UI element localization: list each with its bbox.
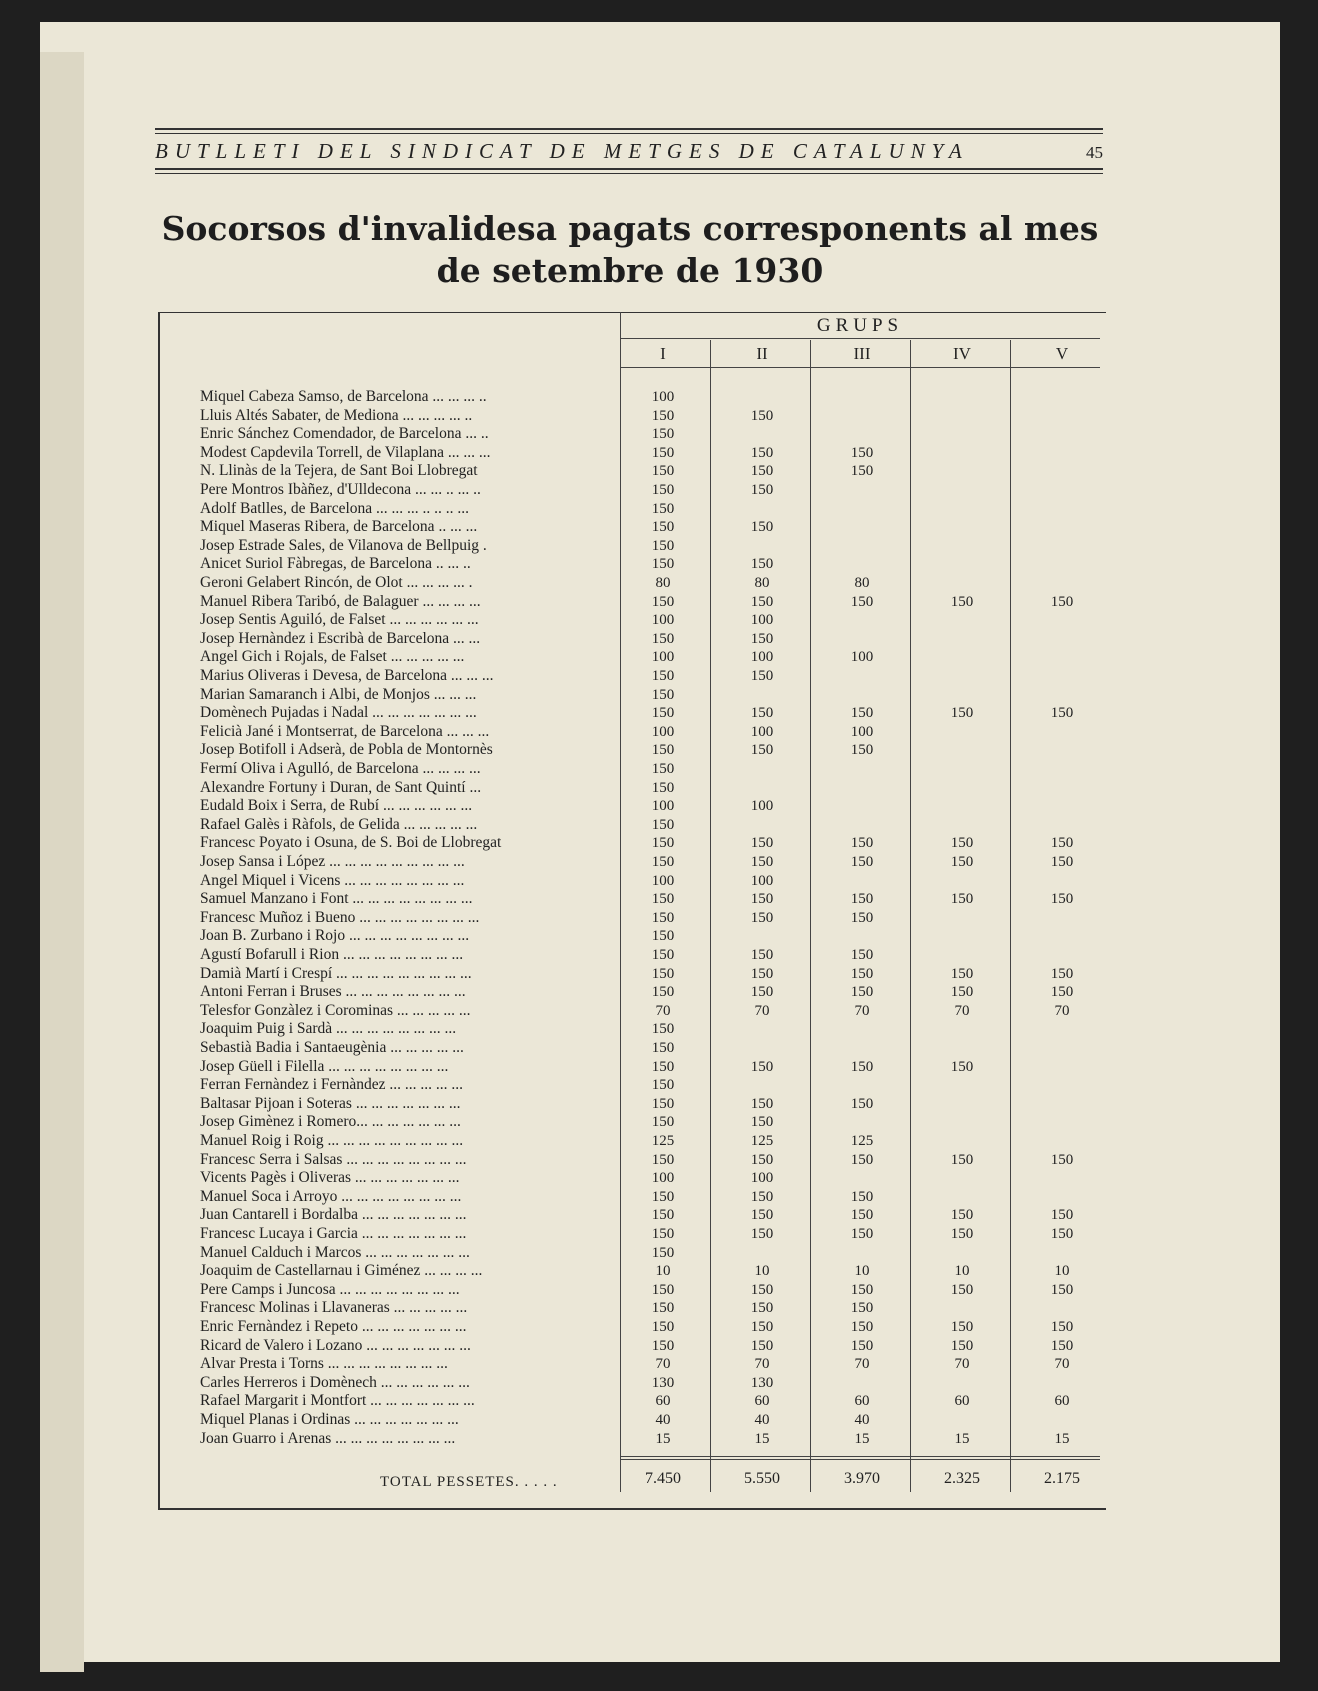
row-name: Manuel Soca i Arroyo ... ... ... ... ... ... ... ... bbox=[200, 1187, 462, 1205]
cell-group-3: 10 bbox=[854, 1263, 870, 1280]
cell-group-1: 150 bbox=[651, 1058, 675, 1075]
column-header-1: I bbox=[660, 344, 666, 363]
cell-group-4: 150 bbox=[950, 1337, 974, 1354]
row-name: Miquel Maseras Ribera, de Barcelona .. ... ... bbox=[200, 518, 478, 536]
cell-group-2: 125 bbox=[750, 1133, 774, 1149]
row-name: Ricard de Valero i Lozano ... ... ... ... ... ... ... bbox=[200, 1336, 471, 1354]
cell-group-5: 60 bbox=[1054, 1393, 1070, 1410]
row-name: Angel Gich i Rojals, de Falset ... ... ... ... ... bbox=[200, 648, 465, 666]
column-header-2: II bbox=[756, 344, 768, 363]
cell-group-2: 150 bbox=[750, 1207, 774, 1224]
cell-group-1: 150 bbox=[651, 426, 675, 443]
cell-group-2: 150 bbox=[750, 835, 774, 852]
row-name: Josep Sansa i López ... ... ... ... ... ... ... ... ... bbox=[200, 853, 465, 870]
row-name: Marius Oliveras i Devesa, de Barcelona ... ... ... bbox=[200, 667, 494, 684]
cell-group-4: 150 bbox=[950, 593, 974, 610]
cell-group-2: 150 bbox=[750, 482, 774, 498]
cell-group-4: 150 bbox=[950, 1319, 974, 1335]
cell-group-1: 150 bbox=[651, 1226, 675, 1242]
cell-group-1: 150 bbox=[651, 1300, 675, 1317]
cell-group-5: 10 bbox=[1054, 1263, 1070, 1280]
row-name: Alexandre Fortuny i Duran, de Sant Quintí ... bbox=[200, 778, 482, 796]
cell-group-1: 130 bbox=[651, 1374, 675, 1391]
cell-group-2: 15 bbox=[754, 1430, 770, 1447]
cell-group-1: 150 bbox=[651, 1040, 675, 1056]
cell-group-1: 10 bbox=[655, 1263, 671, 1280]
cell-group-1: 100 bbox=[651, 798, 675, 815]
cell-group-1: 100 bbox=[651, 389, 675, 405]
cell-group-1: 100 bbox=[651, 1170, 675, 1187]
cell-group-4: 150 bbox=[950, 1226, 974, 1242]
header-rule-bottom bbox=[155, 168, 1103, 170]
row-name: Rafael Galès i Ràfols, de Gelida ... ... ... ... ... bbox=[200, 815, 478, 833]
cell-group-3: 150 bbox=[850, 742, 874, 759]
cell-group-1: 150 bbox=[651, 1077, 675, 1094]
cell-group-1: 150 bbox=[651, 1281, 675, 1298]
cell-group-2: 70 bbox=[754, 1356, 770, 1373]
cell-group-1: 150 bbox=[651, 947, 675, 963]
total-group-5: 2.175 bbox=[1044, 1470, 1080, 1487]
cell-group-1: 100 bbox=[651, 612, 675, 629]
cell-group-4: 150 bbox=[950, 835, 974, 852]
cell-group-2: 100 bbox=[750, 612, 774, 629]
header-rule-top bbox=[155, 128, 1103, 130]
column-divider-3 bbox=[810, 340, 811, 1492]
cell-group-3: 150 bbox=[850, 854, 874, 870]
row-name: Josep Estrade Sales, de Vilanova de Bellpuig . bbox=[200, 536, 487, 554]
cell-group-2: 150 bbox=[750, 630, 774, 647]
column-header-3: III bbox=[853, 344, 871, 363]
row-name: Antoni Ferran i Bruses ... ... ... ... ... ... ... ... bbox=[200, 983, 466, 1001]
row-name: Damià Martí i Crespí ... ... ... ... ... ... ... ... ... bbox=[200, 964, 472, 982]
cell-group-4: 150 bbox=[950, 984, 974, 1001]
row-name: Fermí Oliva i Agulló, de Barcelona ... ... ... ... bbox=[200, 760, 481, 777]
cell-group-3: 150 bbox=[850, 1207, 874, 1224]
cell-group-1: 150 bbox=[651, 705, 675, 722]
totals-rule-double bbox=[620, 1459, 1100, 1460]
cell-group-5: 15 bbox=[1054, 1430, 1070, 1447]
cell-group-3: 150 bbox=[850, 1281, 874, 1298]
cell-group-2: 150 bbox=[750, 593, 774, 610]
cell-group-3: 150 bbox=[850, 984, 874, 1001]
cell-group-4: 150 bbox=[950, 854, 974, 870]
row-name: Joan B. Zurbano i Rojo ... ... ... ... ... ... ... ... bbox=[200, 927, 470, 945]
cell-group-1: 150 bbox=[651, 742, 675, 759]
cell-group-3: 150 bbox=[850, 891, 874, 908]
cell-group-1: 150 bbox=[651, 928, 675, 945]
cell-group-5: 150 bbox=[1050, 1319, 1074, 1335]
row-name: Francesc Lucaya i Garcia ... ... ... ... ... ... ... bbox=[200, 1225, 467, 1242]
cell-group-2: 150 bbox=[750, 1151, 774, 1168]
page-binding-edge bbox=[40, 52, 84, 1672]
row-name: Josep Gimènez i Romero... ... ... ... ... ... ... bbox=[200, 1113, 461, 1131]
cell-group-1: 70 bbox=[655, 1356, 671, 1373]
cell-group-3: 150 bbox=[850, 1151, 874, 1168]
cell-group-1: 150 bbox=[651, 984, 675, 1001]
group-header-rule bbox=[620, 338, 1100, 339]
cell-group-1: 150 bbox=[651, 593, 675, 610]
row-name: Felicià Jané i Montserrat, de Barcelona ... ... ... bbox=[200, 722, 490, 740]
cell-group-2: 150 bbox=[750, 965, 774, 982]
cell-group-2: 150 bbox=[750, 1058, 774, 1075]
cell-group-5: 150 bbox=[1050, 1151, 1074, 1168]
row-name: Pere Camps i Juncosa ... ... ... ... ... ... ... ... bbox=[200, 1280, 460, 1298]
cell-group-2: 10 bbox=[754, 1263, 770, 1280]
cell-group-1: 150 bbox=[651, 556, 675, 573]
cell-group-2: 150 bbox=[750, 556, 774, 573]
cell-group-1: 150 bbox=[651, 1319, 675, 1335]
cell-group-3: 125 bbox=[850, 1133, 874, 1149]
total-group-1: 7.450 bbox=[645, 1470, 681, 1487]
row-name: Joan Guarro i Arenas ... ... ... ... ... ... ... ... bbox=[200, 1429, 456, 1447]
row-name: Manuel Ribera Taribó, de Balaguer ... ... ... ... bbox=[200, 592, 481, 610]
cell-group-1: 150 bbox=[651, 537, 675, 554]
cell-group-1: 15 bbox=[655, 1430, 671, 1447]
cell-group-4: 150 bbox=[950, 1281, 974, 1298]
column-divider-2 bbox=[710, 340, 711, 1492]
cell-group-2: 150 bbox=[750, 444, 774, 461]
cell-group-5: 70 bbox=[1054, 1356, 1070, 1373]
cell-group-1: 150 bbox=[651, 482, 675, 498]
cell-group-1: 150 bbox=[651, 1207, 675, 1224]
cell-group-5: 150 bbox=[1050, 1337, 1074, 1354]
cell-group-2: 100 bbox=[750, 723, 774, 740]
header-rule-bottom-thin bbox=[155, 173, 1103, 174]
cell-group-1: 150 bbox=[651, 463, 675, 480]
cell-group-1: 100 bbox=[651, 723, 675, 740]
cell-group-3: 150 bbox=[850, 947, 874, 963]
cell-group-3: 100 bbox=[850, 723, 874, 740]
cell-group-3: 150 bbox=[850, 835, 874, 852]
row-name: N. Llinàs de la Tejera, de Sant Boi Llobregat bbox=[200, 462, 478, 480]
column-header-4: IV bbox=[953, 344, 971, 363]
row-name: Francesc Molinas i Llavaneras ... ... ... ... ... bbox=[200, 1299, 468, 1317]
title-line-2: de setembre de 1930 bbox=[436, 251, 824, 290]
cell-group-2: 150 bbox=[750, 1300, 774, 1317]
cell-group-2: 100 bbox=[750, 1170, 774, 1187]
row-name: Marian Samaranch i Albi, de Monjos ... ... ... bbox=[200, 685, 477, 703]
cell-group-1: 150 bbox=[651, 1114, 675, 1131]
page-title bbox=[150, 208, 1110, 292]
total-label: TOTAL PESSETES. . . . . bbox=[380, 1474, 558, 1490]
row-name: Alvar Presta i Torns ... ... ... ... ... ... ... ... bbox=[200, 1355, 448, 1373]
cell-group-2: 150 bbox=[750, 984, 774, 1001]
cell-group-3: 40 bbox=[854, 1412, 870, 1428]
cell-group-3: 150 bbox=[850, 909, 874, 926]
cell-group-2: 150 bbox=[750, 1281, 774, 1298]
cell-group-2: 150 bbox=[750, 519, 774, 536]
cell-group-1: 150 bbox=[651, 909, 675, 926]
cell-group-2: 150 bbox=[750, 909, 774, 926]
row-name: Agustí Bofarull i Rion ... ... ... ... ... ... ... ... bbox=[200, 946, 464, 963]
cell-group-3: 150 bbox=[850, 444, 874, 461]
cell-group-1: 150 bbox=[651, 891, 675, 908]
cell-group-5: 150 bbox=[1050, 984, 1074, 1001]
cell-group-2: 100 bbox=[750, 872, 774, 889]
cell-group-1: 125 bbox=[651, 1133, 675, 1149]
cell-group-1: 100 bbox=[651, 649, 675, 666]
cell-group-4: 150 bbox=[950, 1207, 974, 1224]
row-name: Telesfor Gonzàlez i Corominas ... ... ... ... ... bbox=[200, 1001, 471, 1019]
total-group-3: 3.970 bbox=[844, 1470, 880, 1487]
cell-group-2: 150 bbox=[750, 463, 774, 480]
cell-group-5: 150 bbox=[1050, 705, 1074, 722]
cell-group-1: 150 bbox=[651, 816, 675, 833]
cell-group-5: 150 bbox=[1050, 1226, 1074, 1242]
cell-group-3: 150 bbox=[850, 1300, 874, 1317]
row-name: Lluis Altés Sabater, de Mediona ... ... ... ... .. bbox=[200, 406, 473, 424]
cell-group-1: 150 bbox=[651, 1244, 675, 1261]
group-header: GRUPS bbox=[816, 315, 904, 336]
cell-group-1: 150 bbox=[651, 686, 675, 703]
row-name: Carles Herreros i Domènech ... ... ... ... ... ... bbox=[200, 1373, 470, 1391]
row-name: Geroni Gelabert Rincón, de Olot ... ... ... ... . bbox=[200, 574, 473, 591]
cell-group-1: 150 bbox=[651, 407, 675, 424]
row-name: Ferran Fernàndez i Fernàndez ... ... ... ... ... bbox=[200, 1076, 463, 1094]
row-name: Rafael Margarit i Montfort ... ... ... ... ... ... ... bbox=[200, 1392, 475, 1410]
total-group-4: 2.325 bbox=[944, 1470, 980, 1487]
cell-group-2: 150 bbox=[750, 1226, 774, 1242]
cell-group-4: 70 bbox=[954, 1356, 970, 1373]
cell-group-2: 150 bbox=[750, 1319, 774, 1335]
cell-group-4: 150 bbox=[950, 1058, 974, 1075]
row-name: Francesc Muñoz i Bueno ... ... ... ... ... ... ... ... bbox=[200, 908, 480, 926]
row-name: Josep Hernàndez i Escribà de Barcelona ... ... bbox=[200, 629, 481, 647]
column-header-rule bbox=[620, 367, 1100, 368]
cell-group-3: 150 bbox=[850, 1226, 874, 1242]
cell-group-3: 15 bbox=[854, 1430, 870, 1447]
cell-group-4: 150 bbox=[950, 705, 974, 722]
cell-group-1: 150 bbox=[651, 668, 675, 684]
row-name: Pere Montros Ibàñez, d'Ulldecona ... ... .. ... .. bbox=[200, 481, 481, 498]
cell-group-1: 150 bbox=[651, 1188, 675, 1205]
cell-group-3: 60 bbox=[854, 1393, 870, 1410]
column-divider-1 bbox=[620, 312, 621, 1492]
cell-group-1: 100 bbox=[651, 872, 675, 889]
row-name: Joaquim Puig i Sardà ... ... ... ... ... ... ... ... bbox=[200, 1020, 457, 1038]
row-name: Angel Miquel i Vicens ... ... ... ... ... ... ... ... bbox=[200, 871, 465, 889]
cell-group-1: 150 bbox=[651, 500, 675, 517]
row-name: Baltasar Pijoan i Soteras ... ... ... ... ... ... ... bbox=[200, 1094, 461, 1112]
cell-group-4: 70 bbox=[954, 1002, 970, 1019]
cell-group-1: 150 bbox=[651, 630, 675, 647]
cell-group-2: 150 bbox=[750, 854, 774, 870]
row-name: Juan Cantarell i Bordalba ... ... ... ... ... ... ... bbox=[200, 1206, 467, 1224]
cell-group-1: 60 bbox=[655, 1393, 671, 1410]
cell-group-3: 150 bbox=[850, 1188, 874, 1205]
cell-group-2: 150 bbox=[750, 1114, 774, 1131]
row-name: Enric Fernàndez i Repeto ... ... ... ... ... ... ... bbox=[200, 1318, 467, 1335]
cell-group-4: 150 bbox=[950, 891, 974, 908]
cell-group-5: 150 bbox=[1050, 1281, 1074, 1298]
cell-group-4: 60 bbox=[954, 1393, 970, 1410]
cell-group-1: 150 bbox=[651, 761, 675, 777]
row-name: Anicet Suriol Fàbregas, de Barcelona .. ... .. bbox=[200, 555, 471, 573]
row-name: Josep Güell i Filella ... ... ... ... ... ... ... ... bbox=[200, 1057, 449, 1075]
row-name: Francesc Poyato i Osuna, de S. Boi de Llobregat bbox=[200, 834, 502, 852]
column-divider-4 bbox=[910, 340, 911, 1492]
cell-group-2: 150 bbox=[750, 1337, 774, 1354]
cell-group-1: 150 bbox=[651, 854, 675, 870]
cell-group-2: 100 bbox=[750, 649, 774, 666]
cell-group-5: 150 bbox=[1050, 965, 1074, 982]
cell-group-2: 60 bbox=[754, 1393, 770, 1410]
cell-group-4: 15 bbox=[954, 1430, 970, 1447]
cell-group-2: 80 bbox=[754, 575, 770, 591]
cell-group-1: 150 bbox=[651, 835, 675, 852]
cell-group-4: 150 bbox=[950, 965, 974, 982]
cell-group-1: 150 bbox=[651, 444, 675, 461]
cell-group-1: 150 bbox=[651, 1021, 675, 1038]
cell-group-2: 150 bbox=[750, 742, 774, 759]
journal-title: BUTLLETI DEL SINDICAT DE METGES DE CATALUNYA bbox=[155, 139, 969, 163]
cell-group-1: 80 bbox=[655, 575, 671, 591]
column-divider-5 bbox=[1010, 340, 1011, 1492]
cell-group-3: 150 bbox=[850, 593, 874, 610]
cell-group-3: 70 bbox=[854, 1356, 870, 1373]
journal-header bbox=[155, 128, 1103, 174]
cell-group-1: 150 bbox=[651, 779, 675, 796]
cell-group-5: 70 bbox=[1054, 1002, 1070, 1019]
cell-group-2: 150 bbox=[750, 891, 774, 908]
cell-group-5: 150 bbox=[1050, 891, 1074, 908]
total-group-2: 5.550 bbox=[744, 1470, 780, 1487]
title-line-1: Socorsos d'invalidesa pagats corresponents al mes bbox=[161, 209, 1099, 248]
cell-group-3: 70 bbox=[854, 1002, 870, 1019]
cell-group-5: 150 bbox=[1050, 593, 1074, 610]
row-name: Josep Botifoll i Adserà, de Pobla de Montornès bbox=[200, 741, 493, 759]
row-name: Domènech Pujadas i Nadal ... ... ... ... ... ... ... bbox=[200, 704, 477, 722]
row-name: Miquel Cabeza Samso, de Barcelona ... ... ... .. bbox=[200, 388, 487, 405]
cell-group-5: 150 bbox=[1050, 1207, 1074, 1224]
cell-group-2: 150 bbox=[750, 1188, 774, 1205]
cell-group-1: 40 bbox=[655, 1412, 671, 1428]
row-name: Joaquim de Castellarnau i Giménez ... ... ... ... bbox=[200, 1262, 483, 1280]
cell-group-3: 150 bbox=[850, 1319, 874, 1335]
cell-group-3: 100 bbox=[850, 649, 874, 666]
page-number: 45 bbox=[1086, 143, 1103, 162]
cell-group-1: 150 bbox=[651, 965, 675, 982]
row-name: Adolf Batlles, de Barcelona ... ... ... .. .. .. ... bbox=[200, 499, 470, 517]
cell-group-1: 150 bbox=[651, 1151, 675, 1168]
row-name: Enric Sánchez Comendador, de Barcelona ... .. bbox=[200, 425, 489, 443]
cell-group-3: 150 bbox=[850, 965, 874, 982]
cell-group-2: 150 bbox=[750, 668, 774, 684]
cell-group-2: 150 bbox=[750, 1095, 774, 1112]
row-name: Manuel Roig i Roig ... ... ... ... ... ... ... ... ... bbox=[200, 1132, 464, 1149]
cell-group-2: 150 bbox=[750, 407, 774, 424]
cell-group-2: 70 bbox=[754, 1002, 770, 1019]
cell-group-3: 150 bbox=[850, 1337, 874, 1354]
cell-group-5: 150 bbox=[1050, 854, 1074, 870]
cell-group-1: 150 bbox=[651, 519, 675, 536]
cell-group-2: 100 bbox=[750, 798, 774, 815]
cell-group-2: 130 bbox=[750, 1374, 774, 1391]
row-name: Sebastià Badia i Santaeugènia ... ... ... ... ... bbox=[200, 1039, 464, 1056]
row-name: Vicents Pagès i Oliveras ... ... ... ... ... ... ... bbox=[200, 1169, 460, 1187]
cell-group-2: 150 bbox=[750, 947, 774, 963]
totals-rule bbox=[620, 1456, 1100, 1457]
row-name: Francesc Serra i Salsas ... ... ... ... ... ... ... ... bbox=[200, 1150, 467, 1168]
row-name: Samuel Manzano i Font ... ... ... ... ... ... ... ... bbox=[200, 890, 473, 908]
cell-group-4: 150 bbox=[950, 1151, 974, 1168]
cell-group-3: 150 bbox=[850, 705, 874, 722]
column-header-5: V bbox=[1055, 344, 1069, 363]
cell-group-5: 150 bbox=[1050, 835, 1074, 852]
row-name: Miquel Planas i Ordinas ... ... ... ... ... ... ... bbox=[200, 1411, 459, 1428]
cell-group-2: 150 bbox=[750, 705, 774, 722]
cell-group-1: 70 bbox=[655, 1002, 671, 1019]
cell-group-2: 40 bbox=[754, 1412, 770, 1428]
cell-group-1: 150 bbox=[651, 1095, 675, 1112]
row-name: Josep Sentis Aguiló, de Falset ... ... ... ... ... ... bbox=[200, 611, 479, 629]
cell-group-3: 150 bbox=[850, 1058, 874, 1075]
row-name: Manuel Calduch i Marcos ... ... ... ... ... ... ... bbox=[200, 1243, 470, 1261]
cell-group-3: 150 bbox=[850, 463, 874, 480]
row-name: Eudald Boix i Serra, de Rubí ... ... ... ... ... ... bbox=[200, 797, 473, 815]
cell-group-4: 10 bbox=[954, 1263, 970, 1280]
row-name: Modest Capdevila Torrell, de Vilaplana ... ... ... bbox=[200, 443, 491, 461]
cell-group-3: 150 bbox=[850, 1095, 874, 1112]
cell-group-1: 150 bbox=[651, 1337, 675, 1354]
cell-group-3: 80 bbox=[854, 575, 870, 591]
